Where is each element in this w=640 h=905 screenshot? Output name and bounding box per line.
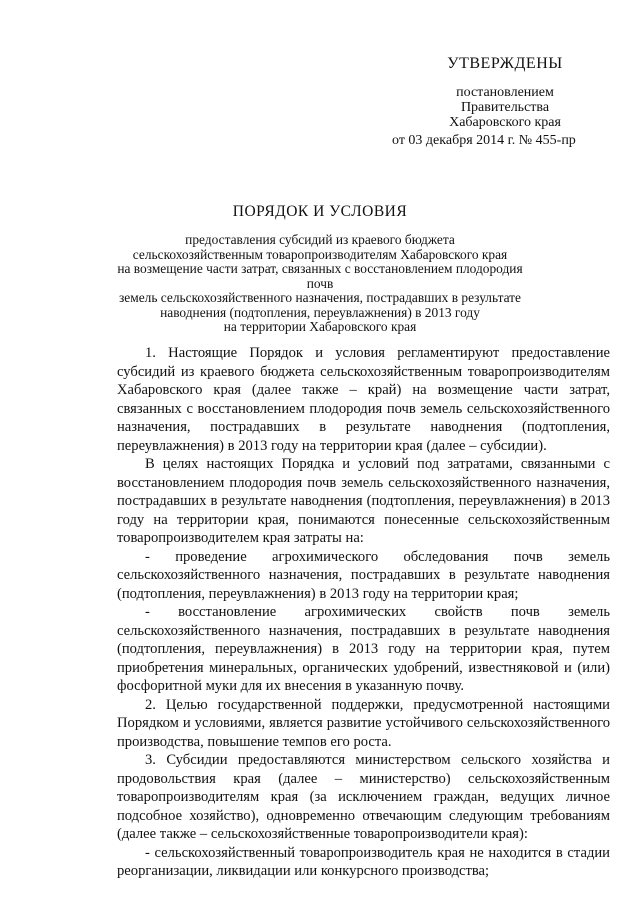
approval-line-1: постановлением — [456, 85, 554, 100]
approval-line-2: Правительства — [460, 100, 550, 115]
paragraph-1: 1. Настоящие Порядок и условия регламентируют предоставление субсидий из краевого бюджета сельскохозяйственным товаропроизводителям Хабаровского края (далее также – край) на возмещение части затрат, связанных с восстановлением плодородия почв земель сельскохозяйственного назначения, пострадавших в результате наводнения (подтопления, переувлажнения) в 2013 году на территории края (далее – субсидии). — [117, 345, 610, 454]
approval-date: от 03 декабря 2014 г. № 455-пр — [392, 133, 576, 148]
paragraph-2: 2. Целью государственной поддержки, предусмотренной настоящими Порядком и условиями, является развитие устойчивого сельскохозяйственного производства, повышение темпов его роста. — [117, 696, 610, 750]
document-subtitle — [110, 233, 530, 335]
approval-line-3: Хабаровского края — [449, 115, 561, 130]
paragraph-3: 3. Субсидии предоставляются министерством сельского хозяйства и продовольствия края (далее – министерство) сельскохозяйственным товаропроизводителям края (за исключением граждан, ведущих личное подсобное хозяйство), одновременно отвечающим следующим требованиям (далее также – сельскохозяйственные товаропроизводители края): — [117, 752, 610, 842]
approval-stamp — [392, 55, 610, 148]
subtitle-line: предоставления субсидий из краевого бюджета — [185, 232, 455, 247]
list-item-restoration: - восстановление агрохимических свойств почв земель сельскохозяйственного назначения, пострадавших в результате наводнения (подтопления, переувлажнения) в 2013 году на территории края, путем приобретения минеральных, органических удобрений, известняковой и (или) фосфоритной муки для их внесения в указанную почву. — [117, 604, 610, 694]
list-item-requirement: - сельскохозяйственный товаропроизводитель края не находится в стадии реорганизации, ликвидации или конкурсного производства; — [117, 844, 610, 879]
list-item-inspection: - проведение агрохимического обследования почв земель сельскохозяйственного назначения, пострадавших в результате наводнения (подтопления, переувлажнения) в 2013 году на территории края; — [117, 548, 610, 602]
paragraph-definition: В целях настоящих Порядка и условий под затратами, связанными с восстановлением плодородия почв земель сельскохозяйственного назначения, пострадавших в результате наводнения (подтопления, переувлажнения) в 2013 году на территории края, понимаются понесенные сельскохозяйственным товаропроизводителем края затраты на: — [117, 456, 610, 546]
document-title: ПОРЯДОК И УСЛОВИЯ — [232, 203, 408, 220]
subtitle-line: на территории Хабаровского края — [223, 319, 417, 334]
subtitle-line: сельскохозяйственным товаропроизводителям Хабаровского края — [132, 246, 508, 262]
subtitle-line: наводнения (подтопления, переувлажнения) в 2013 году — [160, 304, 480, 320]
subtitle-line: на возмещение части затрат, связанных с восстановлением плодородия почв — [117, 261, 523, 291]
document-title-block — [110, 203, 530, 335]
subtitle-line: земель сельскохозяйственного назначения, пострадавших в результате — [119, 290, 521, 305]
approval-heading: УТВЕРЖДЕНЫ — [447, 55, 563, 72]
document-body — [117, 344, 610, 881]
